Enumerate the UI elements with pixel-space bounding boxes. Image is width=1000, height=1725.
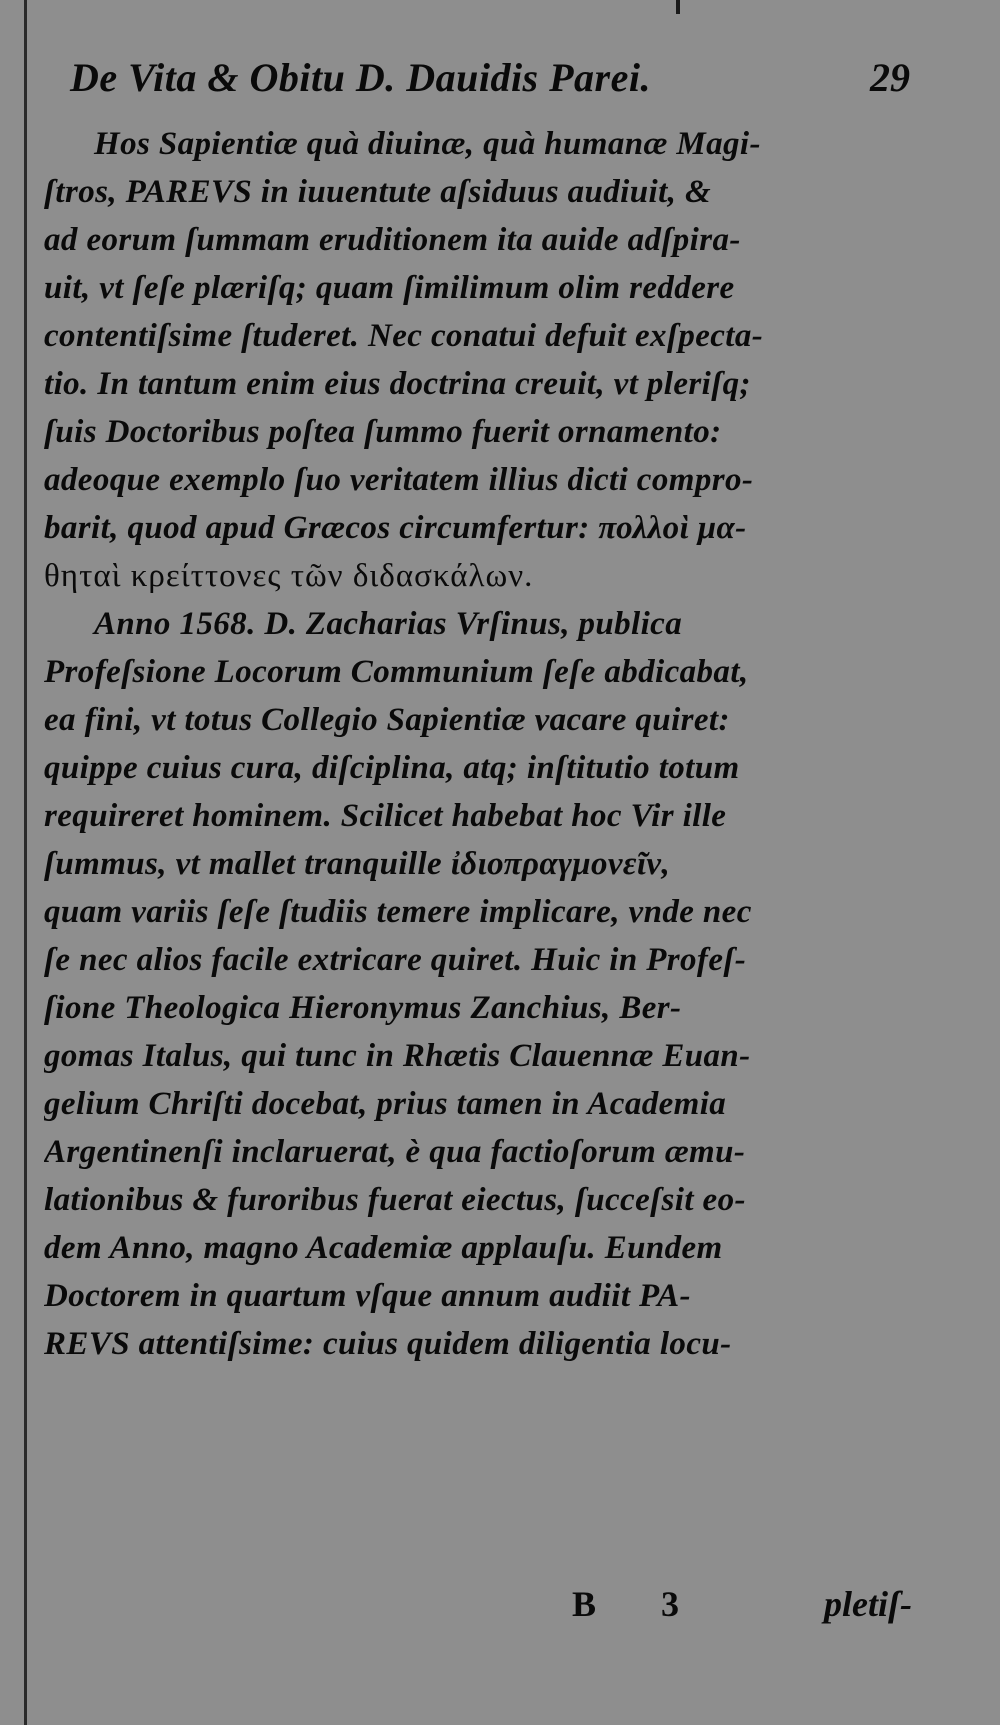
text-line: gomas Italus, qui tunc in Rhætis Clauennæ Euan-: [44, 1038, 751, 1074]
text-line: lationibus & furoribus fuerat eiectus, ſucceſsit eo-: [44, 1182, 746, 1218]
text-line: Anno 1568. D. Zacharias Vrſinus, publica: [94, 606, 683, 642]
text-line: tio. In tantum enim eius doctrina creuit, vt pleriſq;: [44, 366, 751, 402]
text-line: barit, quod apud Græcos circumfertur: πολλοὶ μα-: [44, 510, 747, 546]
catchword: pletiſ-: [824, 1584, 912, 1624]
text-line: ſtros, PAREVS in iuuentute aſsiduus audiuit, &: [44, 174, 712, 210]
text-line: contentiſsime ſtuderet. Nec conatui defuit exſpecta-: [44, 318, 764, 354]
text-line: ſuis Doctoribus poſtea ſummo fuerit ornamento:: [44, 414, 722, 450]
text-line: requireret hominem. Scilicet habebat hoc Vir ille: [44, 798, 727, 834]
text-line: ſummus, vt mallet tranquille ἰδιοπραγμονεῖν,: [44, 846, 671, 882]
text-line: Profeſsione Locorum Communium ſeſe abdicabat,: [44, 654, 749, 690]
text-line: ſe nec alios facile extricare quiret. Huic in Profeſ-: [44, 942, 747, 978]
text-line: REVS attentiſsime: cuius quidem diligentia locu-: [44, 1326, 732, 1362]
signature-mark: B 3: [572, 1584, 708, 1624]
text-line: quippe cuius cura, diſciplina, atq; inſtitutio totum: [44, 750, 740, 786]
gutter-line: [24, 0, 27, 1725]
text-line: adeoque exemplo ſuo veritatem illius dicti compro-: [44, 462, 754, 498]
greek-quote-line: θηταὶ κρείττονες τῶν διδασκάλων.: [44, 558, 534, 594]
text-line: ſione Theologica Hieronymus Zanchius, Ber-: [44, 990, 682, 1026]
text-line: Argentinenſi inclaruerat, è qua factioſorum æmu-: [44, 1134, 746, 1170]
text-line: Doctorem in quartum vſque annum audiit PA-: [44, 1278, 691, 1314]
text-line: quam variis ſeſe ſtudiis temere implicare, vnde nec: [44, 894, 752, 930]
page-number: 29: [870, 55, 910, 100]
running-title: De Vita & Obitu D. Dauidis Parei.: [70, 55, 651, 100]
text-line: ad eorum ſummam eruditionem ita auide adſpira-: [44, 222, 741, 258]
text-line: gelium Chriſti docebat, prius tamen in Academia: [44, 1086, 727, 1122]
ink-mark: [676, 0, 680, 14]
page-footer: [44, 1576, 912, 1632]
running-head: [70, 48, 910, 108]
text-line: dem Anno, magno Academiæ applauſu. Eundem: [44, 1230, 723, 1266]
text-line: Hos Sapientiæ quà diuinæ, quà humanæ Magi-: [94, 126, 761, 162]
text-line: uit, vt ſeſe plæriſq; quam ſimilimum olim reddere: [44, 270, 735, 306]
text-line: ea fini, vt totus Collegio Sapientiæ vacare quiret:: [44, 702, 730, 738]
body-text: [44, 120, 912, 1368]
